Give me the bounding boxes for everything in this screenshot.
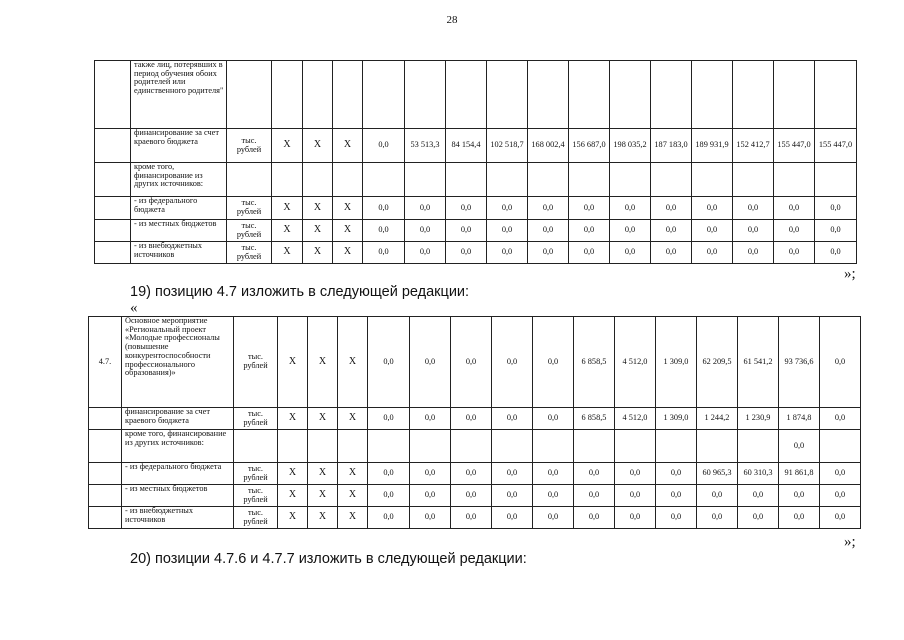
row-number-cell: 4.7. [89,317,122,408]
page-number: 28 [446,14,458,26]
value-cell: 0,0 [492,317,533,408]
value-cell: 0,0 [533,317,574,408]
value-cell: Х [308,485,338,507]
table-row [89,463,861,485]
value-cell: 0,0 [533,463,574,485]
value-cell: 93 736,6 [779,317,820,408]
row-label-cell: Основное мероприятие «Региональный проект «Молодые профессионалы (повышение конкурентоспособности профессионального образования)» [122,317,234,408]
value-cell: 187 183,0 [651,129,692,163]
value-cell [569,163,610,197]
value-cell: 0,0 [779,430,820,463]
value-cell [774,61,815,129]
value-cell: 53 513,3 [405,129,446,163]
value-cell: 0,0 [820,408,861,430]
value-cell [610,163,651,197]
value-cell: 0,0 [451,485,492,507]
value-cell: 0,0 [492,463,533,485]
value-cell [569,61,610,129]
value-cell: 0,0 [528,197,569,220]
row-label-cell: - из федерального бюджета [131,197,227,220]
value-cell [303,163,333,197]
table-2 [88,316,861,529]
value-cell: 60 310,3 [738,463,779,485]
table-1-closing-quote: »; [844,266,856,282]
value-cell: 102 518,7 [487,129,528,163]
value-cell: 0,0 [410,317,451,408]
value-cell: 0,0 [363,220,405,242]
value-cell: 0,0 [615,485,656,507]
value-cell: Х [278,463,308,485]
value-cell: 0,0 [363,197,405,220]
value-cell: 0,0 [820,317,861,408]
value-cell: 0,0 [368,463,410,485]
row-number-cell [95,220,131,242]
unit-cell [227,61,272,129]
value-cell: 0,0 [533,507,574,529]
value-cell [492,430,533,463]
table-row [95,220,857,242]
value-cell: 0,0 [610,220,651,242]
value-cell [692,61,733,129]
value-cell: 84 154,4 [446,129,487,163]
paragraph-19: 19) позицию 4.7 изложить в следующей редакции: [130,284,470,300]
value-cell [820,430,861,463]
table-1 [94,60,857,264]
value-cell: 4 512,0 [615,317,656,408]
table-row [89,430,861,463]
value-cell: 0,0 [410,463,451,485]
value-cell: 0,0 [492,408,533,430]
value-cell: 4 512,0 [615,408,656,430]
value-cell: 155 447,0 [774,129,815,163]
value-cell [774,163,815,197]
value-cell [528,61,569,129]
value-cell [333,61,363,129]
table-row [95,242,857,264]
value-cell: 0,0 [692,242,733,264]
value-cell [303,61,333,129]
value-cell: 6 858,5 [574,317,615,408]
value-cell: 0,0 [651,197,692,220]
value-cell: 156 687,0 [569,129,610,163]
value-cell: 0,0 [487,220,528,242]
table-row [95,129,857,163]
value-cell: 1 874,8 [779,408,820,430]
value-cell: Х [272,242,303,264]
value-cell: 1 230,9 [738,408,779,430]
row-label-cell: финансирование за счет краевого бюджета [131,129,227,163]
row-number-cell [89,507,122,529]
value-cell: 62 209,5 [697,317,738,408]
value-cell: 0,0 [692,220,733,242]
value-cell: 0,0 [656,463,697,485]
value-cell: Х [303,242,333,264]
unit-cell: тыс. рублей [234,408,278,430]
value-cell: 6 858,5 [574,408,615,430]
row-label-cell: - из федерального бюджета [122,463,234,485]
unit-cell: тыс. рублей [227,220,272,242]
value-cell [651,61,692,129]
value-cell: 0,0 [697,485,738,507]
value-cell: Х [338,408,368,430]
value-cell: 0,0 [451,317,492,408]
value-cell: 0,0 [569,242,610,264]
value-cell: 155 447,0 [815,129,857,163]
row-number-cell [89,408,122,430]
value-cell: 0,0 [820,507,861,529]
value-cell: 0,0 [533,408,574,430]
value-cell [446,163,487,197]
table-row [95,163,857,197]
row-label-cell: - из местных бюджетов [131,220,227,242]
value-cell: 0,0 [820,463,861,485]
table-row [95,197,857,220]
value-cell [363,163,405,197]
value-cell [368,430,410,463]
unit-cell: тыс. рублей [227,197,272,220]
value-cell [363,61,405,129]
table-row [89,408,861,430]
table-row [95,61,857,129]
value-cell [446,61,487,129]
value-cell: Х [338,507,368,529]
value-cell: 0,0 [528,220,569,242]
value-cell [656,430,697,463]
value-cell: 0,0 [410,507,451,529]
value-cell: Х [272,220,303,242]
value-cell: 0,0 [656,485,697,507]
value-cell: 0,0 [368,317,410,408]
unit-cell: тыс. рублей [234,463,278,485]
unit-cell [227,163,272,197]
value-cell: 152 412,7 [733,129,774,163]
value-cell: 0,0 [451,463,492,485]
value-cell [815,61,857,129]
value-cell: 0,0 [779,485,820,507]
value-cell: 0,0 [492,485,533,507]
value-cell: 0,0 [405,220,446,242]
row-label-cell: также лиц, потерявших в период обучения обоих родителей или единственного родителя" [131,61,227,129]
value-cell: 0,0 [651,242,692,264]
value-cell [272,61,303,129]
value-cell: Х [308,408,338,430]
value-cell [615,430,656,463]
row-number-cell [89,463,122,485]
value-cell: 0,0 [569,197,610,220]
value-cell: 198 035,2 [610,129,651,163]
row-number-cell [95,129,131,163]
value-cell: Х [272,197,303,220]
value-cell: 0,0 [815,197,857,220]
value-cell: 0,0 [738,507,779,529]
unit-cell: тыс. рублей [234,485,278,507]
row-label-cell: кроме того, финансирование из других источников: [122,430,234,463]
value-cell: 61 541,2 [738,317,779,408]
value-cell: Х [308,507,338,529]
value-cell: 0,0 [733,197,774,220]
value-cell: 0,0 [815,220,857,242]
unit-cell: тыс. рублей [227,129,272,163]
row-label-cell: финансирование за счет краевого бюджета [122,408,234,430]
value-cell [451,430,492,463]
value-cell [533,430,574,463]
value-cell: 0,0 [815,242,857,264]
paragraph-20: 20) позиции 4.7.6 и 4.7.7 изложить в следующей редакции: [130,551,527,567]
value-cell: 0,0 [569,220,610,242]
value-cell [697,430,738,463]
value-cell: 168 002,4 [528,129,569,163]
row-number-cell [95,163,131,197]
value-cell: Х [333,129,363,163]
value-cell: 0,0 [574,507,615,529]
value-cell [733,163,774,197]
value-cell [338,430,368,463]
value-cell: 0,0 [487,197,528,220]
row-label-cell: - из местных бюджетов [122,485,234,507]
value-cell: 91 861,8 [779,463,820,485]
value-cell [733,61,774,129]
value-cell [410,430,451,463]
value-cell: Х [308,317,338,408]
value-cell: Х [338,317,368,408]
table-row [89,507,861,529]
value-cell: 0,0 [733,242,774,264]
value-cell: Х [278,507,308,529]
row-number-cell [95,197,131,220]
unit-cell: тыс. рублей [227,242,272,264]
value-cell: 0,0 [574,485,615,507]
value-cell: 1 309,0 [656,408,697,430]
value-cell: Х [338,485,368,507]
value-cell: 0,0 [363,129,405,163]
row-label-cell: - из внебюджетных источников [131,242,227,264]
value-cell: 0,0 [574,463,615,485]
value-cell: 0,0 [451,408,492,430]
value-cell: 0,0 [733,220,774,242]
value-cell [333,163,363,197]
value-cell: 0,0 [738,485,779,507]
value-cell: Х [303,197,333,220]
value-cell [487,163,528,197]
value-cell: 1 309,0 [656,317,697,408]
value-cell: 0,0 [697,507,738,529]
table-row [89,485,861,507]
row-number-cell [89,485,122,507]
value-cell: 0,0 [610,242,651,264]
value-cell [308,430,338,463]
value-cell [528,163,569,197]
value-cell: 0,0 [774,220,815,242]
value-cell [692,163,733,197]
value-cell: Х [278,408,308,430]
value-cell: 0,0 [405,197,446,220]
row-number-cell [95,242,131,264]
value-cell: 0,0 [487,242,528,264]
value-cell: Х [333,242,363,264]
value-cell [651,163,692,197]
value-cell: Х [278,485,308,507]
value-cell [487,61,528,129]
value-cell: Х [333,220,363,242]
value-cell: Х [303,129,333,163]
opening-quote: « [130,300,138,316]
row-number-cell [89,430,122,463]
value-cell: 189 931,9 [692,129,733,163]
value-cell: Х [272,129,303,163]
value-cell: 0,0 [410,485,451,507]
value-cell: 0,0 [368,507,410,529]
value-cell [272,163,303,197]
value-cell: 0,0 [774,242,815,264]
unit-cell: тыс. рублей [234,317,278,408]
row-label-cell: кроме того, финансирование из других источников: [131,163,227,197]
value-cell: 1 244,2 [697,408,738,430]
value-cell [405,163,446,197]
value-cell: 0,0 [774,197,815,220]
value-cell: 0,0 [405,242,446,264]
value-cell: Х [308,463,338,485]
value-cell: 0,0 [492,507,533,529]
value-cell: Х [333,197,363,220]
value-cell: 0,0 [368,408,410,430]
value-cell: Х [278,317,308,408]
table-2-closing-quote: »; [844,534,856,550]
value-cell [738,430,779,463]
value-cell: 0,0 [451,507,492,529]
value-cell: 0,0 [820,485,861,507]
value-cell [610,61,651,129]
value-cell: Х [338,463,368,485]
value-cell: 0,0 [368,485,410,507]
value-cell: 0,0 [363,242,405,264]
value-cell: 60 965,3 [697,463,738,485]
value-cell: 0,0 [615,507,656,529]
value-cell [815,163,857,197]
value-cell: 0,0 [446,197,487,220]
value-cell [278,430,308,463]
value-cell: 0,0 [446,220,487,242]
value-cell [405,61,446,129]
value-cell: 0,0 [528,242,569,264]
value-cell: 0,0 [779,507,820,529]
value-cell: 0,0 [615,463,656,485]
value-cell: 0,0 [656,507,697,529]
value-cell: 0,0 [410,408,451,430]
table-row [89,317,861,408]
unit-cell: тыс. рублей [234,507,278,529]
value-cell: 0,0 [692,197,733,220]
value-cell: 0,0 [610,197,651,220]
value-cell [574,430,615,463]
value-cell: 0,0 [533,485,574,507]
row-label-cell: - из внебюджетных источников [122,507,234,529]
value-cell: 0,0 [651,220,692,242]
value-cell: 0,0 [446,242,487,264]
unit-cell [234,430,278,463]
value-cell: Х [303,220,333,242]
row-number-cell [95,61,131,129]
